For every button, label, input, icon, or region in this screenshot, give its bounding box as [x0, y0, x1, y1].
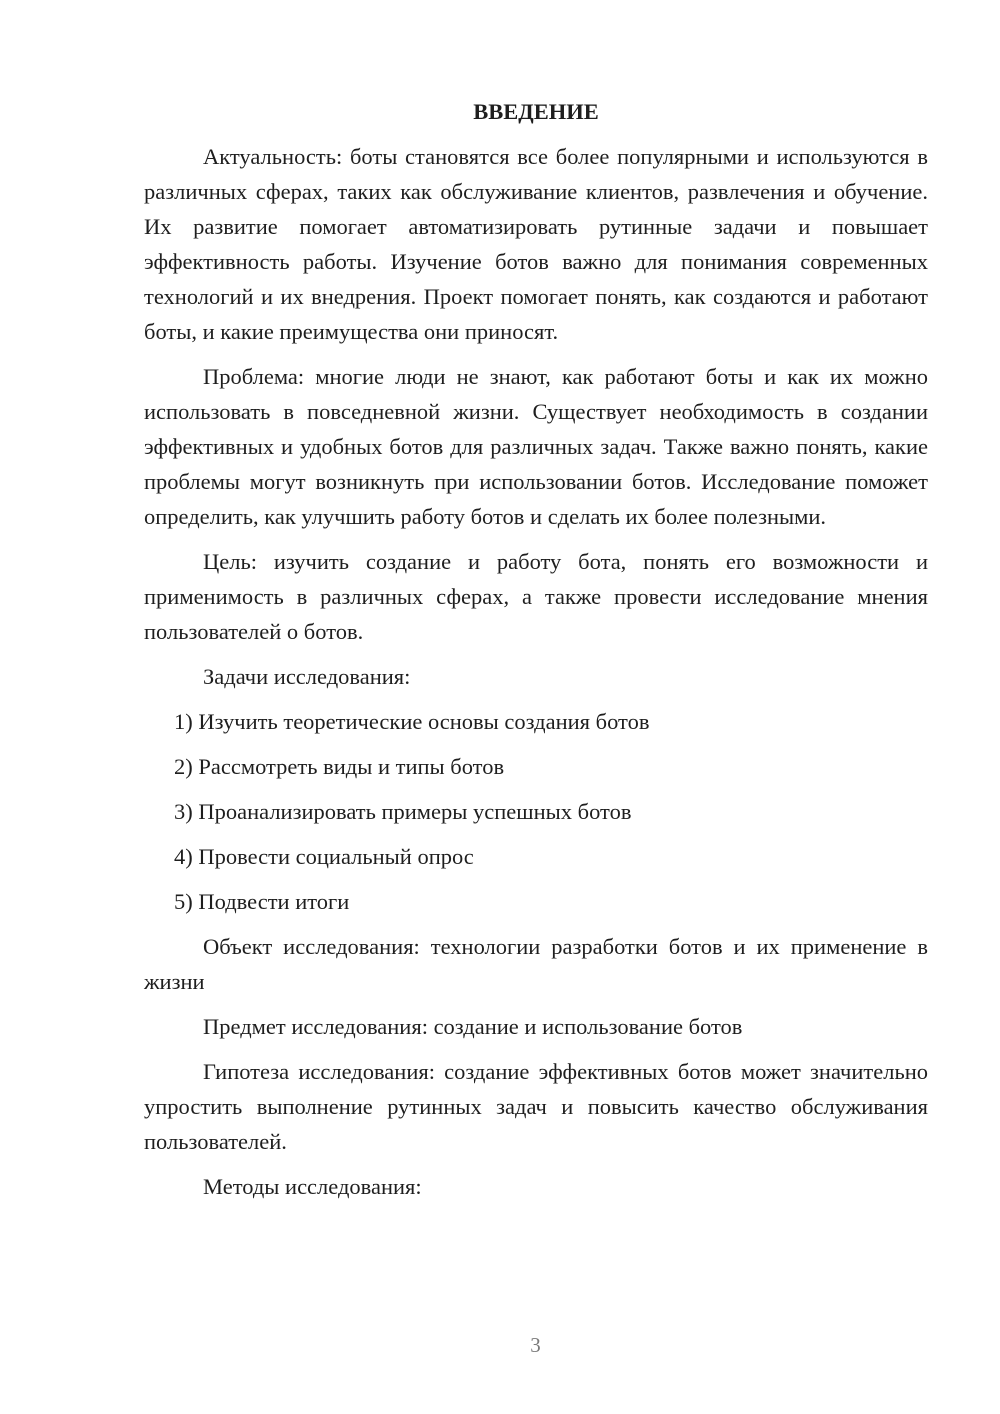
list-item: 3) Проанализировать примеры успешных ботов — [174, 799, 632, 824]
paragraph-problem: Проблема: многие люди не знают, как работают боты и как их можно использовать в повседневной жизни. Существует необходимость в создании эффективных и удобных ботов для различных задач. Также важно понять, какие проблемы могут возникнуть при использовании ботов. Исследование поможет определить, как улучшить работу ботов и сделать их более полезными. — [144, 364, 928, 529]
paragraph-hypothesis: Гипотеза исследования: создание эффективных ботов может значительно упростить выполнение рутинных задач и повысить качество обслуживания пользователей. — [144, 1059, 928, 1154]
page-title: ВВЕДЕНИЕ — [473, 99, 599, 124]
methods-heading: Методы исследования: — [203, 1174, 422, 1199]
paragraph-object: Объект исследования: технологии разработки ботов и их применение в жизни — [144, 934, 928, 994]
tasks-list — [144, 704, 928, 919]
paragraph-relevance: Актуальность: боты становятся все более популярными и используются в различных сферах, таких как обслуживание клиентов, развлечения и обучение. Их развитие помогает автоматизировать рутинные задачи и повышает эффективность работы. Изучение ботов важно для понимания современных технологий и их внедрения. Проект помогает понять, как создаются и работают боты, и какие преимущества они приносят. — [144, 144, 928, 344]
paragraph-goal: Цель: изучить создание и работу бота, понять его возможности и применимость в различных сферах, а также провести исследование мнения пользователей о ботов. — [144, 549, 928, 644]
list-item: 4) Провести социальный опрос — [174, 844, 474, 869]
tasks-heading: Задачи исследования: — [203, 664, 411, 689]
page-number: 3 — [530, 1333, 541, 1357]
list-item: 2) Рассмотреть виды и типы ботов — [174, 754, 505, 779]
paragraph-subject: Предмет исследования: создание и использование ботов — [203, 1014, 743, 1039]
page-content — [144, 94, 928, 1214]
list-item: 1) Изучить теоретические основы создания ботов — [174, 709, 650, 734]
list-item: 5) Подвести итоги — [174, 889, 350, 914]
